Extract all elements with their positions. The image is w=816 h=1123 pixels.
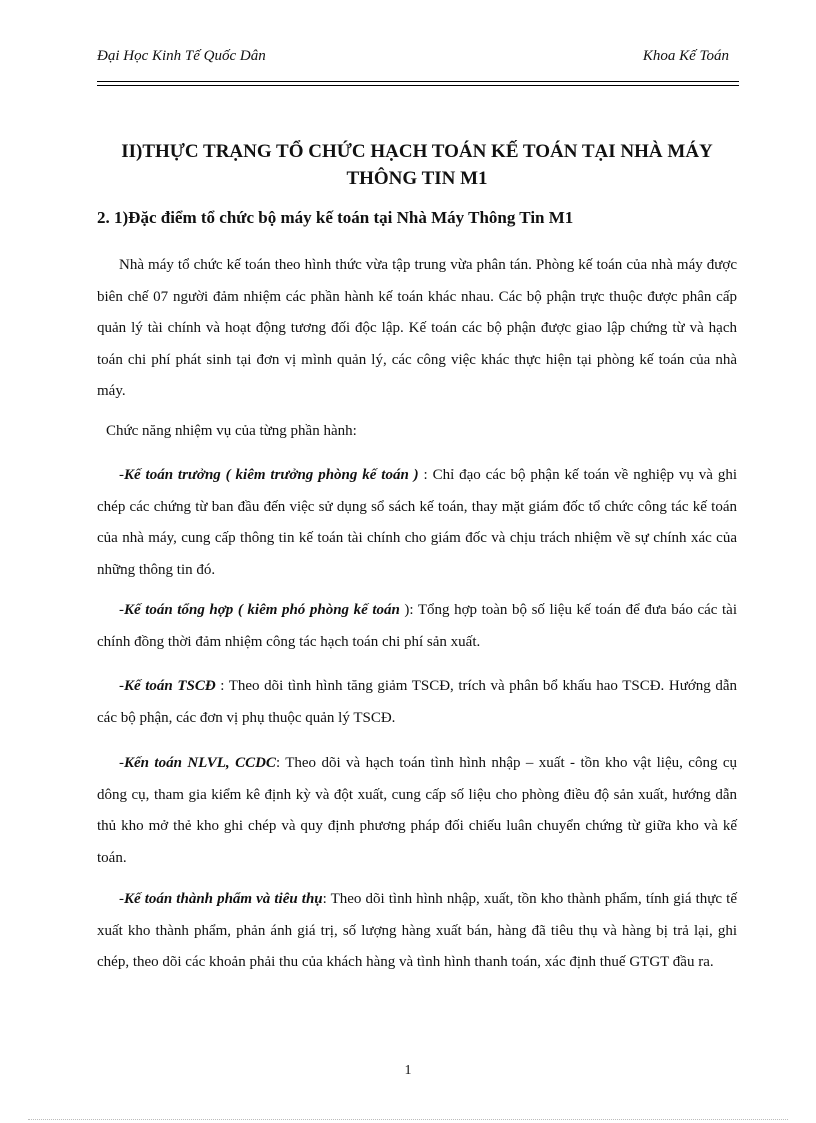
header-university: Đại Học Kinh Tế Quốc Dân (97, 48, 266, 64)
header-faculty: Khoa Kế Toán (642, 48, 729, 64)
role-description: : Theo dõi tình hình tăng giảm TSCĐ, trích và phân bổ khấu hao TSCĐ. Hướng dẫn các bộ phận, các đơn vị phụ thuộc quản lý TSCĐ. (97, 678, 737, 726)
role-term: Kến toán NLVL, CCDC (124, 755, 276, 771)
role-description: : Theo dõi tình hình nhập, xuất, tồn kho thành phẩm, tính giá thực tế xuất kho thành phẩm, phản ánh giá trị, số lượng hàng xuất bán, hàng đã tiêu thụ và hàng bị trả lại, ghi chép, theo dõi các khoản phải thu của khách hàng và tình hình thanh toán, xác định thuế GTGT đầu ra. (97, 891, 737, 970)
role-description: : Theo dõi và hạch toán tình hình nhập – xuất - tồn kho vật liệu, công cụ dông cụ, tham gia kiểm kê định kỳ và đột xuất, cung cấp số liệu cho phòng điều độ sản xuất, hướng dẫn thủ kho mở thẻ kho ghi chép và quy định phương pháp đối chiếu luân chuyển chứng từ giữa kho và kế toán. (97, 755, 738, 866)
role-description: ): Tổng hợp toàn bộ số liệu kế toán để đưa báo các tài chính đồng thời đảm nhiệm công tác hạch toán chi phí sản xuất. (97, 602, 737, 650)
role-general-accountant: -Kế toán tổng hợp ( kiêm phó phòng kế toán ): Tổng hợp toàn bộ số liệu kế toán để đưa báo các tài chính đồng thời đảm nhiệm công tác hạch toán chi phí sản xuất. (97, 602, 737, 650)
role-materials-accountant: -Kến toán NLVL, CCDC: Theo dõi và hạch toán tình hình nhập – xuất - tồn kho vật liệu, công cụ dông cụ, tham gia kiểm kê định kỳ và đột xuất, cung cấp số liệu cho phòng điều độ sản xuất, hướng dẫn thủ kho mở thẻ kho ghi chép và quy định phương pháp đối chiếu luân chuyển chứng từ giữa kho và kế toán. (97, 755, 738, 866)
header-double-rule (97, 81, 739, 86)
role-chief-accountant: -Kế toán trưởng ( kiêm trưởng phòng kế toán ) : Chỉ đạo các bộ phận kế toán về nghiệp vụ và ghi chép các chứng từ ban đầu đến việc sử dụng sổ sách kế toán, thay mặt giám đốc tổ chức công tác kế toán của nhà máy, cung cấp thông tin kế toán tài chính cho giám đốc và chịu trách nhiệm về sự chính xác của những thông tin đó. (97, 467, 737, 578)
role-finished-goods-accountant: -Kế toán thành phẩm và tiêu thụ: Theo dõi tình hình nhập, xuất, tồn kho thành phẩm, tính giá thực tế xuất kho thành phẩm, phản ánh giá trị, số lượng hàng xuất bán, hàng đã tiêu thụ và hàng bị trả lại, ghi chép, theo dõi các khoản phải thu của khách hàng và tình hình thanh toán, xác định thuế GTGT đầu ra. (97, 891, 737, 970)
document-title: II)THỰC TRẠNG TỔ CHỨC HẠCH TOÁN KẾ TOÁN TẠI NHÀ MÁY THÔNG TIN M1 (121, 141, 713, 189)
role-term: Kế toán trưởng ( kiêm trưởng phòng kế toán ) (124, 467, 419, 483)
role-term: Kế toán tổng hợp ( kiêm phó phòng kế toán (124, 602, 400, 618)
role-fixed-assets-accountant: -Kế toán TSCĐ : Theo dõi tình hình tăng giảm TSCĐ, trích và phân bổ khấu hao TSCĐ. Hướng dẫn các bộ phận, các đơn vị phụ thuộc quản lý TSCĐ. (97, 678, 737, 726)
role-term: Kế toán thành phẩm và tiêu thụ (124, 891, 323, 907)
role-term: Kế toán TSCĐ (124, 678, 216, 694)
role-description: : Chỉ đạo các bộ phận kế toán về nghiệp vụ và ghi chép các chứng từ ban đầu đến việc sử dụng sổ sách kế toán, thay mặt giám đốc tổ chức công tác kế toán của nhà máy, cung cấp thông tin kế toán tài chính cho giám đốc và chịu trách nhiệm về sự chính xác của những thông tin đó. (97, 467, 737, 578)
page-number: 1 (404, 1063, 412, 1078)
page-bottom-dotted-rule (28, 1119, 788, 1120)
section-heading: 2. 1)Đặc điểm tổ chức bộ máy kế toán tại Nhà Máy Thông Tin M1 (97, 208, 574, 227)
page-header (97, 48, 737, 70)
intro-paragraph: Nhà máy tổ chức kế toán theo hình thức vừa tập trung vừa phân tán. Phòng kế toán của nhà máy được biên chế 07 người đảm nhiệm các phần hành kế toán khác nhau. Các bộ phận trực thuộc được phân cấp quản lý tài chính và hoạt động tương đối độc lập. Kế toán các bộ phận được giao lập chứng từ và hạch toán chi phí phát sinh tại đơn vị mình quản lý, các công việc khác thực hiện tại phòng kế toán của nhà máy. (97, 257, 737, 399)
functions-label: Chức năng nhiệm vụ của từng phần hành: (106, 423, 357, 439)
